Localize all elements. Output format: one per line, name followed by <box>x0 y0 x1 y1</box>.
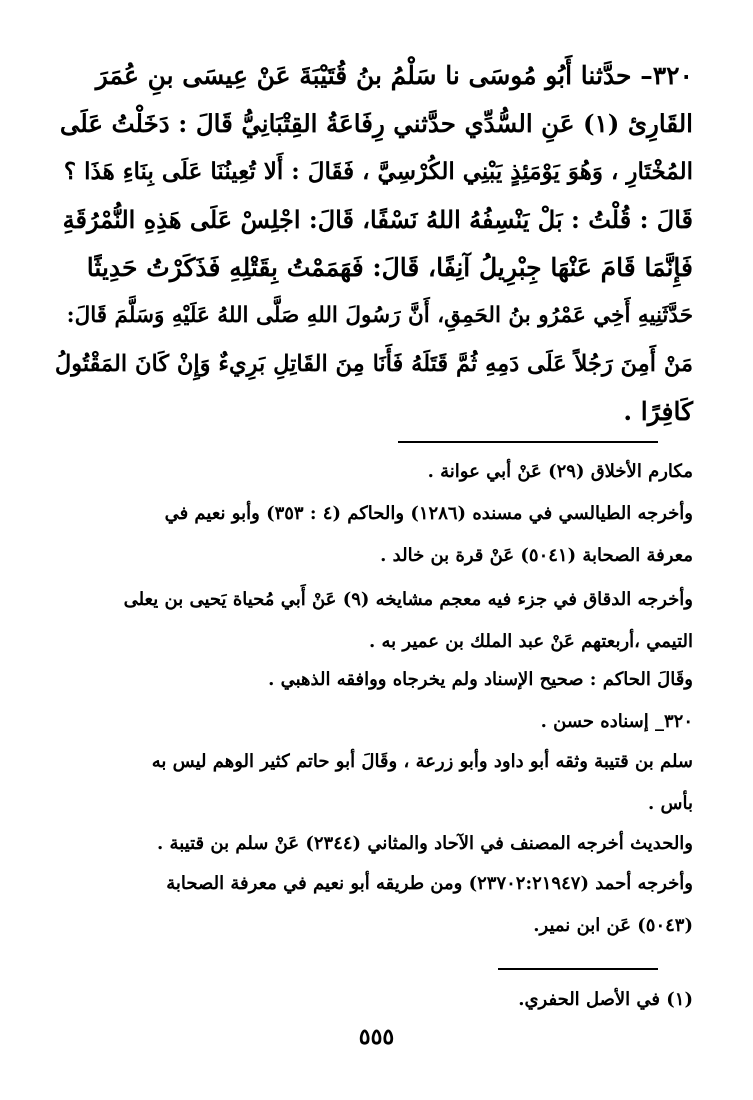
note-line-2: وأخرجه الطيالسي في مسنده (١٢٨٦) والحاكم (٤ : ٣٥٣) وأبو نعيم في <box>164 503 693 524</box>
page-number: ٥٥٥ <box>358 1024 395 1050</box>
note-line-5: التيمي ،أربعتهم عَنْ عبد الملك بن عمير به . <box>368 631 693 652</box>
main-text-line-8: كَافِرًا . <box>623 397 693 426</box>
main-text-line-7: مَنْ أَمِنَ رَجُلاً عَلَى دَمِهِ ثُمَّ قَتَلَهُ فَأَنَا مِنَ القَاتِلِ بَرِيءٌ وَإِنْ كَانَ المَقْتُولُ <box>54 351 693 377</box>
note-line-9: بأس . <box>648 793 693 814</box>
main-text-line-5: فَإِنَّمَا قَامَ عَنْهَا جِبْرِيلُ آنِفًا، قَالَ: فَهَمَمْتُ بِقَتْلِهِ فَذَكَرْتُ حَدِيثًا <box>86 253 693 282</box>
note-line-1: مكارم الأخلاق (٢٩) عَنْ أبي عوانة . <box>427 461 693 482</box>
note-line-3: معرفة الصحابة (٥٠٤١) عَنْ قرة بن خالد . <box>380 545 693 566</box>
footnote-rule <box>498 968 658 970</box>
footnote: (١) في الأصل الحفري. <box>518 989 693 1010</box>
note-line-4: وأخرجه الدقاق في جزء فيه معجم مشايخه (٩) عَنْ أَبي مُحياة يَحيى بن يعلى <box>123 589 693 610</box>
note-line-6: وقَالَ الحاكم : صحيح الإسناد ولم يخرجاه ووافقه الذهبي . <box>268 669 693 690</box>
main-text-line-6: حَدَّثَنِيهِ أَخِي عَمْرُو بنُ الحَمِقِ، أَنَّ رَسُولَ اللهِ صَلَّى اللهُ عَلَيْهِ وَسَلَّمَ قَالَ: <box>66 303 693 328</box>
main-text-line-4: قَالَ : قُلْتُ : بَلْ يَنْسِفُهُ اللهُ نَسْفًا، قَالَ: اجْلِسْ عَلَى هَذِهِ النُّمْرُقَةِ <box>62 205 693 234</box>
main-text-line-1: ٣٢٠– حدَّثنا أَبُو مُوسَى نا سَلْمُ بنُ قُتَيْبَةَ عَنْ عِيسَى بنِ عُمَرَ <box>95 61 693 90</box>
note-line-12: (٥٠٤٣) عَن ابن نمير. <box>533 915 693 936</box>
main-text-line-2: القَارِئ (١) عَنِ السُّدِّي حدَّثني رِفَاعَةُ القِتْبَانِيُّ قَالَ : دَخَلْتُ عَلَى <box>59 109 693 138</box>
note-line-11: وأخرجه أحمد (٢٣٧٠٢:٢١٩٤٧) ومن طريقه أبو نعيم في معرفة الصحابة <box>166 873 693 894</box>
note-line-7: ٣٢٠_ إسناده حسن . <box>540 711 693 732</box>
note-line-8: سلم بن قتيبة وثقه أبو داود وأبو زرعة ، وقَالَ أبو حاتم كثير الوهم ليس به <box>151 751 693 772</box>
separator-rule <box>398 441 658 443</box>
note-line-10: والحديث أخرجه المصنف في الآحاد والمثاني (٢٣٤٤) عَنْ سلم بن قتيبة . <box>157 833 693 854</box>
main-text-line-3: المُخْتَارِ ، وَهُوَ يَوْمَئِذٍ يَبْنِي الكُرْسِيَّ ، فَقَالَ : أَلا تُعِينُنَا عَلَى بِنَاءِ هَذَا ؟ <box>63 158 693 185</box>
